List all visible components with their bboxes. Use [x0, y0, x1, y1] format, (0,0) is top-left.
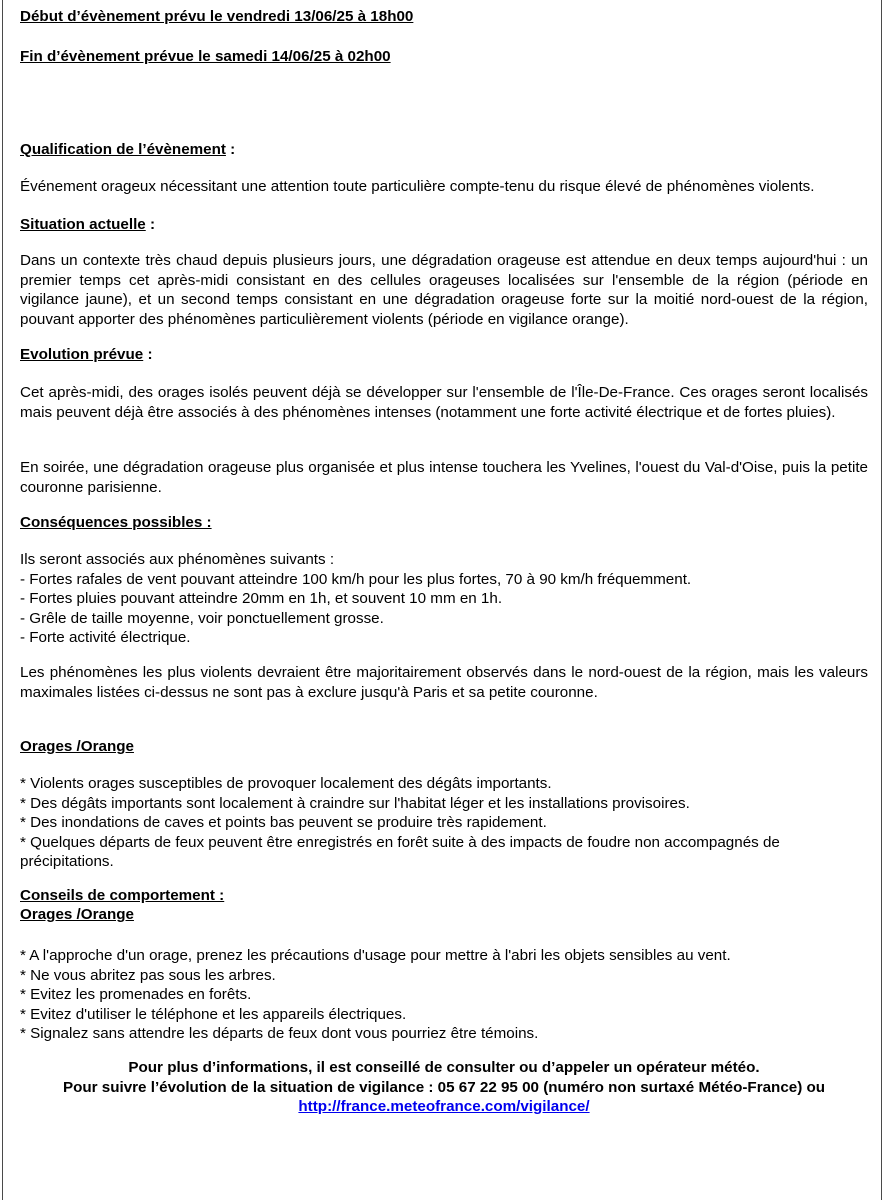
- qualification-heading: [20, 140, 868, 160]
- evolution-suffix: :: [143, 346, 153, 363]
- list-item: * Signalez sans attendre les départs de feux dont vous pourriez être témoins.: [20, 1025, 539, 1042]
- list-item: * Des dégâts importants sont localement à craindre sur l'habitat léger et les installations provisoires.: [20, 794, 690, 812]
- event-start: Début d’évènement prévu le vendredi 13/06/25 à 18h00: [20, 8, 414, 25]
- evolution-heading: [20, 345, 868, 365]
- consequences-intro: Ils seront associés aux phénomènes suivants :: [20, 551, 335, 568]
- evolution-title: Evolution prévue: [20, 346, 144, 363]
- consequences-closing: Les phénomènes les plus violents devraient être majoritairement observés dans le nord-ouest de la région, mais les valeurs maximales listées ci-dessus ne sont pas à exclure jusqu'à Paris et sa petite couronne.: [20, 664, 868, 701]
- list-item: * Evitez d'utiliser le téléphone et les appareils électriques.: [20, 1005, 407, 1023]
- vigilance-link[interactable]: http://france.meteofrance.com/vigilance/: [298, 1098, 590, 1115]
- qualification-title: Qualification de l’évènement: [20, 141, 226, 158]
- situation-heading: [20, 215, 868, 235]
- event-end: Fin d’évènement prévue le samedi 14/06/25 à 02h00: [20, 48, 391, 65]
- footer-info: Pour plus d’informations, il est conseillé de consulter ou d’appeler un opérateur météo.: [128, 1059, 760, 1076]
- list-item: * A l'approche d'un orage, prenez les précautions d'usage pour mettre à l'abri les objets sensibles au vent.: [20, 947, 731, 964]
- consequences-list: [20, 550, 868, 648]
- list-item: * Quelques départs de feux peuvent être enregistrés en forêt suite à des impacts de foudre non accompagnés de précipitations.: [20, 833, 780, 870]
- situation-suffix: :: [145, 216, 156, 233]
- list-item: * Evitez les promenades en forêts.: [20, 986, 252, 1003]
- qualification-text: Événement orageux nécessitant une attention toute particulière compte-tenu du risque élevé de phénomènes violents.: [20, 178, 815, 195]
- orages-list: [20, 774, 868, 872]
- list-item: * Des inondations de caves et points bas peuvent se produire très rapidement.: [20, 814, 547, 831]
- qualification-suffix: :: [225, 141, 236, 158]
- list-item: * Violents orages susceptibles de provoquer localement des dégâts importants.: [20, 775, 552, 792]
- conseils-subtitle: Orages /Orange: [20, 906, 134, 923]
- evolution-paragraph-1: Cet après-midi, des orages isolés peuvent déjà se développer sur l'ensemble de l'Île-De-France. Ces orages seront localisés mais peuvent déjà être associés à des phénomènes intenses (notamment une forte activité électrique et de fortes pluies).: [20, 384, 868, 421]
- list-item: - Fortes rafales de vent pouvant atteindre 100 km/h pour les plus fortes, 70 à 90 km/h fréquemment.: [20, 570, 692, 588]
- orages-title: Orages /Orange: [20, 738, 134, 755]
- footer: [20, 1058, 868, 1117]
- footer-vigilance-phone: Pour suivre l’évolution de la situation de vigilance : 05 67 22 95 00 (numéro non surtaxé Météo-France) ou: [62, 1078, 826, 1096]
- situation-title: Situation actuelle: [20, 216, 146, 233]
- evolution-paragraph-2: En soirée, une dégradation orageuse plus organisée et plus intense touchera les Yvelines, l'ouest du Val-d'Oise, puis la petite couronne parisienne.: [20, 459, 868, 496]
- list-item: - Grêle de taille moyenne, voir ponctuellement grosse.: [20, 609, 384, 627]
- conseils-list: [20, 946, 868, 1044]
- situation-text: Dans un contexte très chaud depuis plusieurs jours, une dégradation orageuse est attendue en deux temps aujourd'hui : un premier temps cet après-midi consistant en des cellules orageuses localisées sur l'ensemble de la région (période en vigilance jaune), et un second temps consistant en une dégradation orageuse forte sur la moitié nord-ouest de la région, pouvant apporter des phénomènes particulièrement violents (période en vigilance orange).: [20, 252, 868, 328]
- consequences-title: Conséquences possibles :: [20, 514, 212, 531]
- list-item: - Fortes pluies pouvant atteindre 20mm en 1h, et souvent 10 mm en 1h.: [20, 590, 503, 607]
- conseils-title: Conseils de comportement :: [20, 887, 225, 904]
- list-item: - Forte activité électrique.: [20, 629, 191, 646]
- list-item: * Ne vous abritez pas sous les arbres.: [20, 966, 276, 984]
